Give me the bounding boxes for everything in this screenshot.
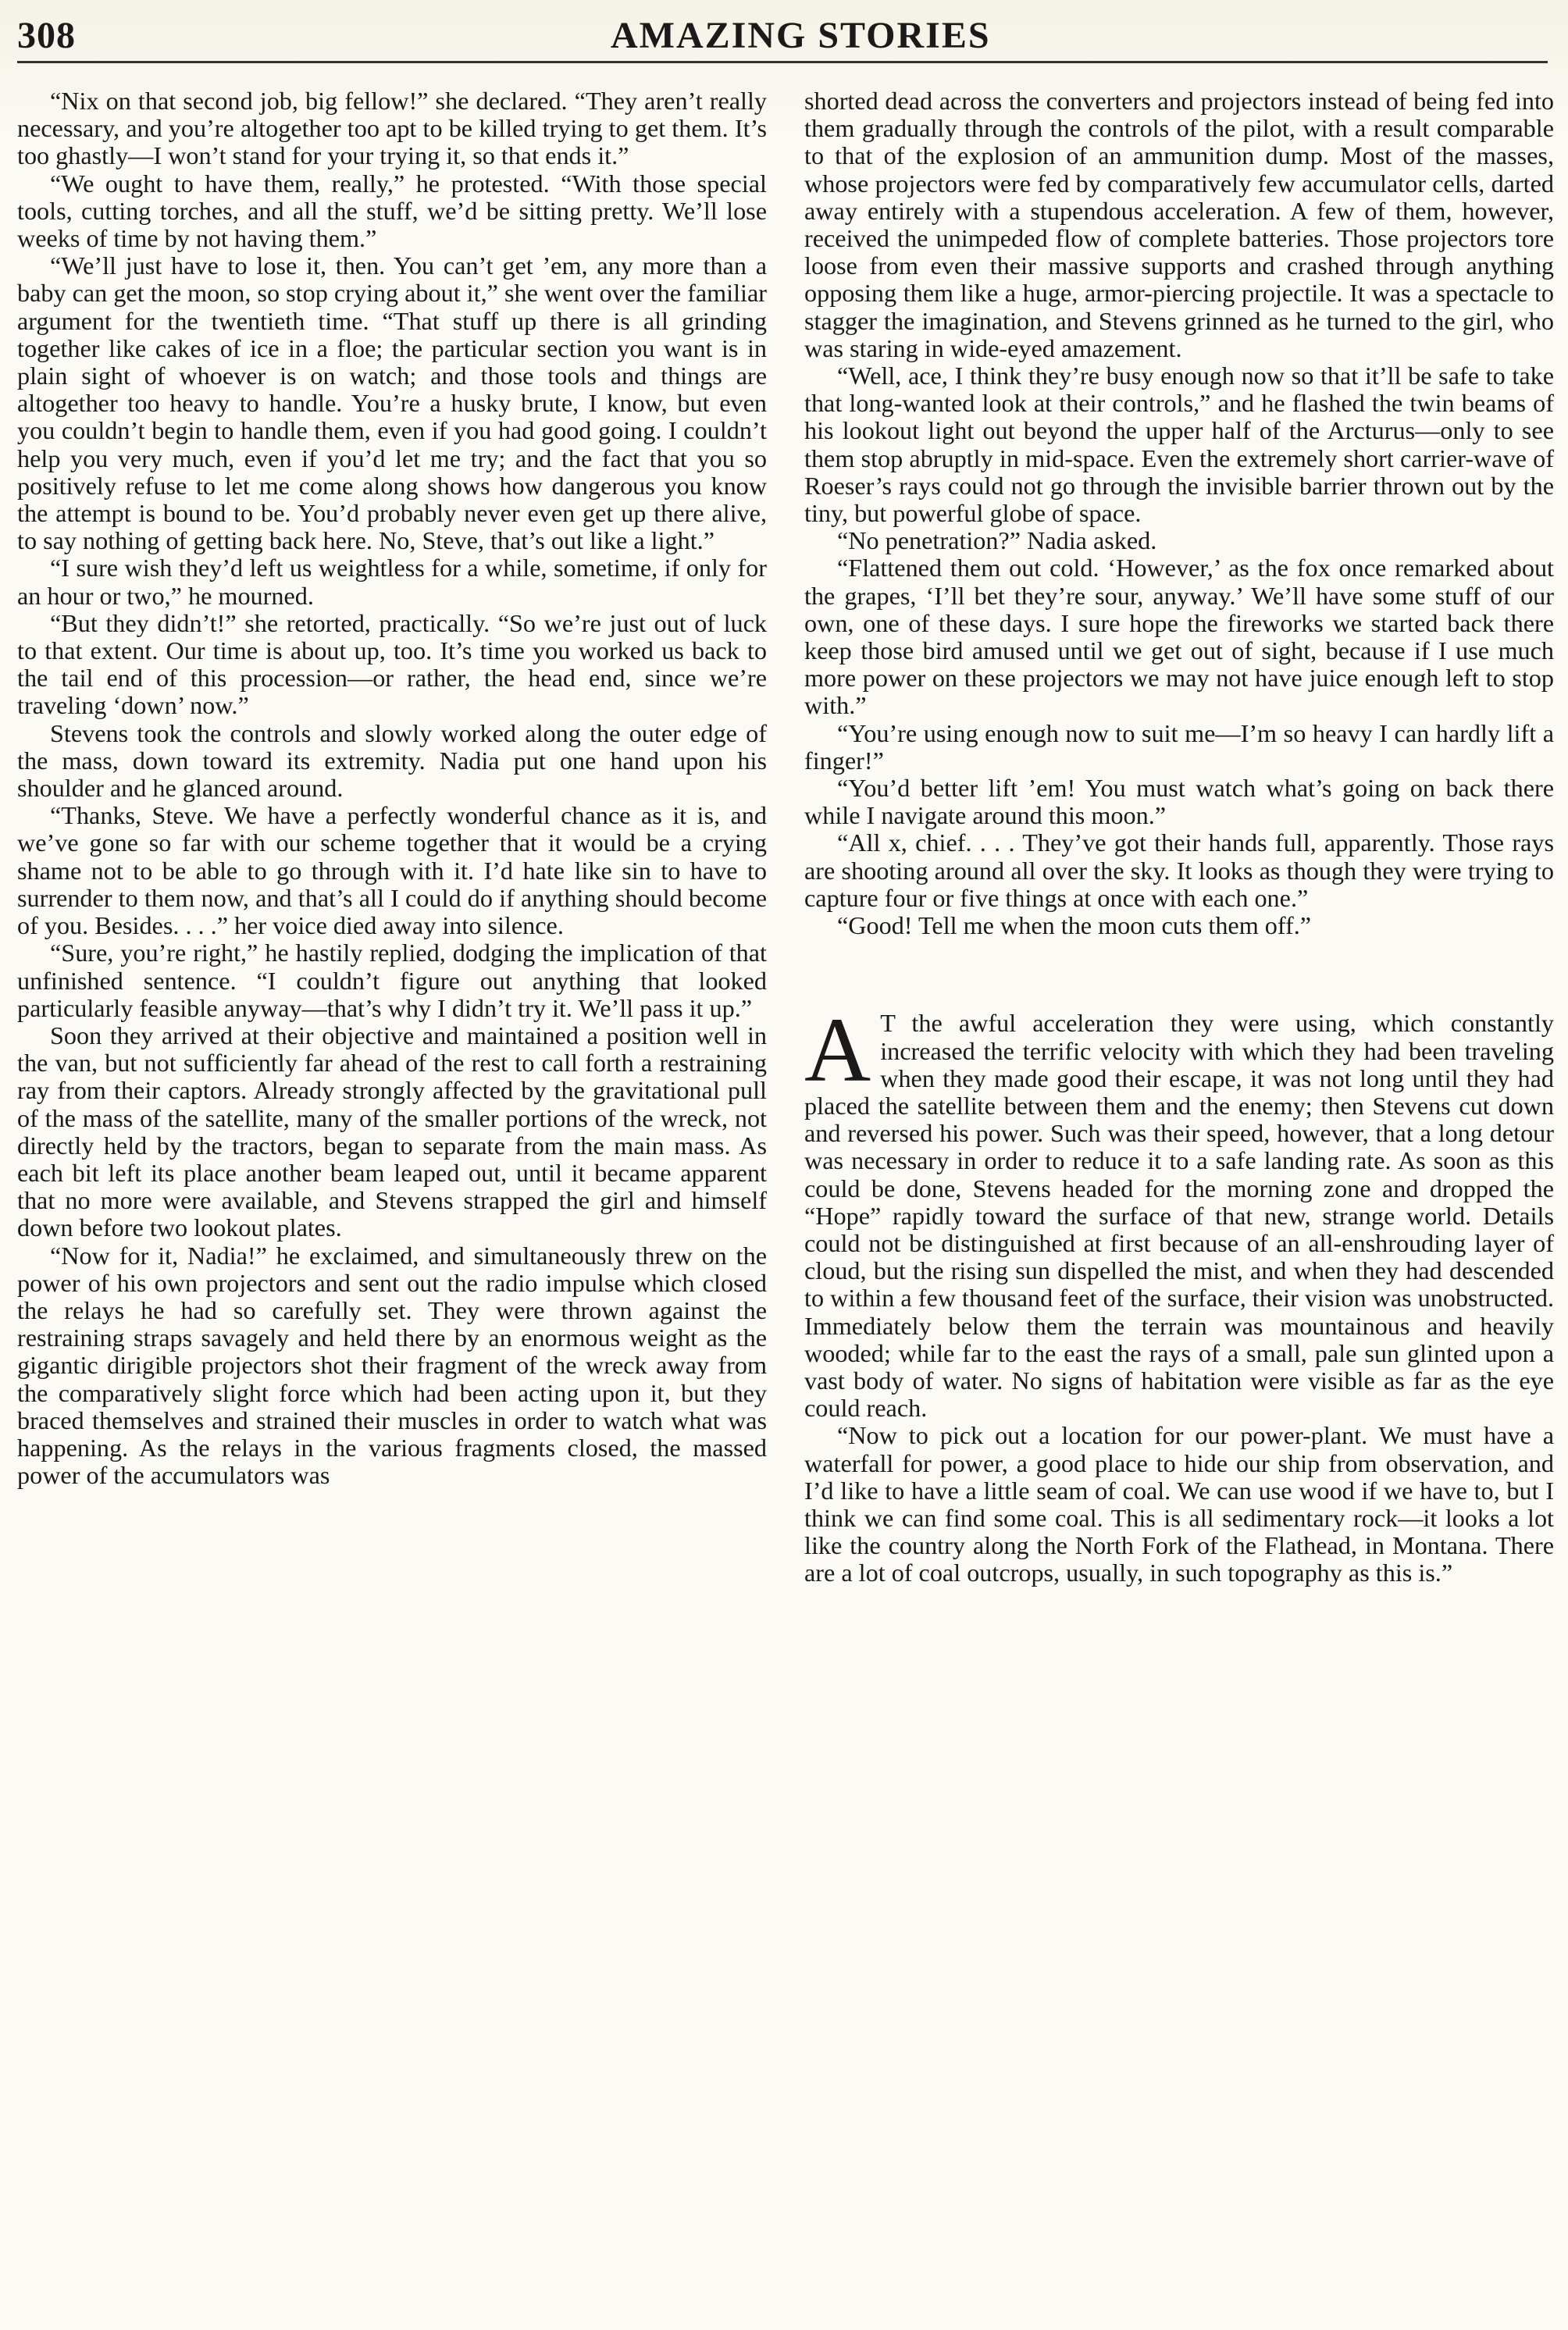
drop-cap-paragraph	[804, 999, 1554, 1423]
paragraph: “Thanks, Steve. We have a perfectly wonderful chance as it is, and we’ve gone so far with our scheme together that it would be a crying shame not to be able to go through with it. I’d hate like sin to have to surrender to them now, and that’s all I could do if anything should become of you. Besides. . . .” her voice died away into silence.	[17, 801, 767, 940]
paragraph: “Now to pick out a location for our power-plant. We must have a waterfall for power, a good place to hide our ship from observation, and I’d like to have a little seam of coal. We can use wood if we have to, but I think we can find some coal. This is all sedimentary rock—it looks a lot like the country along the North Fork of the Flathead, in Montana. There are a lot of coal outcrops, usually, in such topography as this is.”	[804, 1421, 1554, 1587]
page-header	[17, 14, 1548, 69]
paragraph: “Now for it, Nadia!” he exclaimed, and simultaneously threw on the power of his own projectors and sent out the radio impulse which closed the relays he had so carefully set. They were thrown against the restraining straps savagely and held there by an enormous weight as the gigantic dirigible projectors shot their fragment of the wreck away from the comparatively slight force which had been acting upon it, but they braced themselves and strained their muscles in order to watch what was happening. As the relays in the various fragments closed, the massed power of the accumulators was	[17, 1241, 767, 1490]
left-column	[17, 87, 767, 2313]
right-column	[804, 87, 1554, 2313]
paragraph: Stevens took the controls and slowly worked along the outer edge of the mass, down toward its extremity. Nadia put one hand upon his shoulder and he glanced around.	[17, 718, 767, 803]
paragraph: “All x, chief. . . . They’ve got their hands full, apparently. Those rays are shooting around all over the sky. It looks as though they were trying to capture four or five things at once with each one.”	[804, 828, 1554, 912]
header-rule	[17, 61, 1548, 63]
paragraph: “Good! Tell me when the moon cuts them off.”	[837, 911, 1312, 940]
paragraph: “But they didn’t!” she retorted, practically. “So we’re just out of luck to that extent. Our time is about up, too. It’s time you worked us back to the tail end of this procession—or rather, the head end, since we’re traveling ‘down’ now.”	[17, 608, 767, 720]
running-title: AMAZING STORIES	[611, 15, 991, 56]
paragraph: “Nix on that second job, big fellow!” she declared. “They aren’t really necessary, and you’re altogether too apt to be killed trying to get them. It’s too ghastly—I won’t stand for your trying it, so that ends it.”	[17, 87, 767, 170]
paragraph: Soon they arrived at their objective and maintained a position well in the van, but not sufficiently far ahead of the rest to call forth a restraining ray from their captors. Already strongly affected by the gravitational pull of the mass of the satellite, many of the smaller portions of the wreck, not directly held by the tractors, began to separate from the main mass. As each bit left its place another beam leaped out, until it became apparent that no more were available, and Stevens strapped the girl and himself down before two lookout plates.	[17, 1021, 767, 1242]
paragraph: “You’d better lift ’em! You must watch what’s going on back there while I navigate around this moon.”	[804, 774, 1554, 830]
paragraph: shorted dead across the converters and projectors instead of being fed into them gradually through the controls of the pilot, with a result comparable to that of the explosion of an ammunition dump. Most of the masses, whose projectors were fed by comparatively few accumulator cells, darted away entirely with a stupendous acceleration. A few of them, however, received the unimpeded flow of complete batteries. Those projectors tore loose from even their massive supports and crashed through anything opposing them like a huge, armor-piercing projectile. It was a spectacle to stagger the imagination, and Stevens grinned as he turned to the girl, who was staring in wide-eyed amazement.	[804, 87, 1554, 362]
page-number: 308	[17, 15, 76, 56]
paragraph: “We ought to have them, really,” he protested. “With those special tools, cutting torches, and all the stuff, we’d be sitting pretty. We’ll lose weeks of time by not having them.”	[17, 169, 767, 253]
paragraph: “Well, ace, I think they’re busy enough now so that it’ll be safe to take that long-wanted look at their controls,” and he flashed the twin beams of his lookout light out beyond the upper half of the Arcturus—only to see them stop abruptly in mid-space. Even the extremely short carrier-wave of Roeser’s rays could not go through the invisible barrier thrown out by the tiny, but powerful globe of space.	[804, 362, 1554, 528]
drop-paragraph-text: T the awful acceleration they were using, which constantly increased the terrific velocity with which they had been traveling when they made good their escape, it was not long until they had placed the satellite between them and the enemy; then Stevens cut down and reversed his power. Such was their speed, however, that a long detour was necessary in order to reduce it to a safe landing rate. As soon as this could be done, Stevens headed for the morning zone and dropped the “Hope” rapidly toward the surface of that new, strange world. Details could not be distinguished at first because of an all-enshrouding layer of cloud, but the rising sun dispelled the mist, and when they had descended to within a few thousand feet of the surface, their vision was unobstructed. Immediately below them the terrain was mountainous and heavily wooded; while far to the east the rays of a small, pale sun glinted upon a vast body of water. No signs of habitation were visible as far as the eye could reach.	[804, 1009, 1554, 1423]
paragraph: “Sure, you’re right,” he hastily replied, dodging the implication of that unfinished sentence. “I couldn’t figure out anything that looked particularly feasible anyway—that’s why I didn’t try it. We’ll pass it up.”	[17, 939, 767, 1022]
paragraph: “I sure wish they’d left us weightless for a while, sometime, if only for an hour or two,” he mourned.	[17, 554, 767, 610]
section-break	[804, 939, 1554, 1010]
column-gutter	[783, 87, 784, 2313]
paragraph: “No penetration?” Nadia asked.	[837, 526, 1157, 555]
paragraph: “Flattened them out cold. ‘However,’ as the fox once remarked about the grapes, ‘I’ll bet they’re sour, anyway.’ We’ll have some stuff of our own, one of these days. I sure hope the fireworks we started back there keep those bird amused until we get out of sight, because if I use much more power on these projectors we may not have juice enough left to stop with.”	[804, 554, 1554, 720]
paragraph: “We’ll just have to lose it, then. You can’t get ’em, any more than a baby can get the moon, so stop crying about it,” she went over the familiar argument for the twentieth time. “That stuff up there is all grinding together like cakes of ice in a floe; the particular section you want is in plain sight of whoever is on watch; and those tools and things are altogether too heavy to handle. You’re a husky brute, I know, but even you couldn’t begin to handle them, even if you had good going. I couldn’t help you very much, even if you’d let me try; and the fact that you so positively refuse to let me come along shows how dangerous you know the attempt is bound to be. You’d probably never even get up there alive, to say nothing of getting back here. No, Steve, that’s out like a light.”	[17, 251, 767, 555]
drop-cap: A	[804, 999, 871, 1102]
paragraph: “You’re using enough now to suit me—I’m so heavy I can hardly lift a finger!”	[804, 718, 1554, 775]
